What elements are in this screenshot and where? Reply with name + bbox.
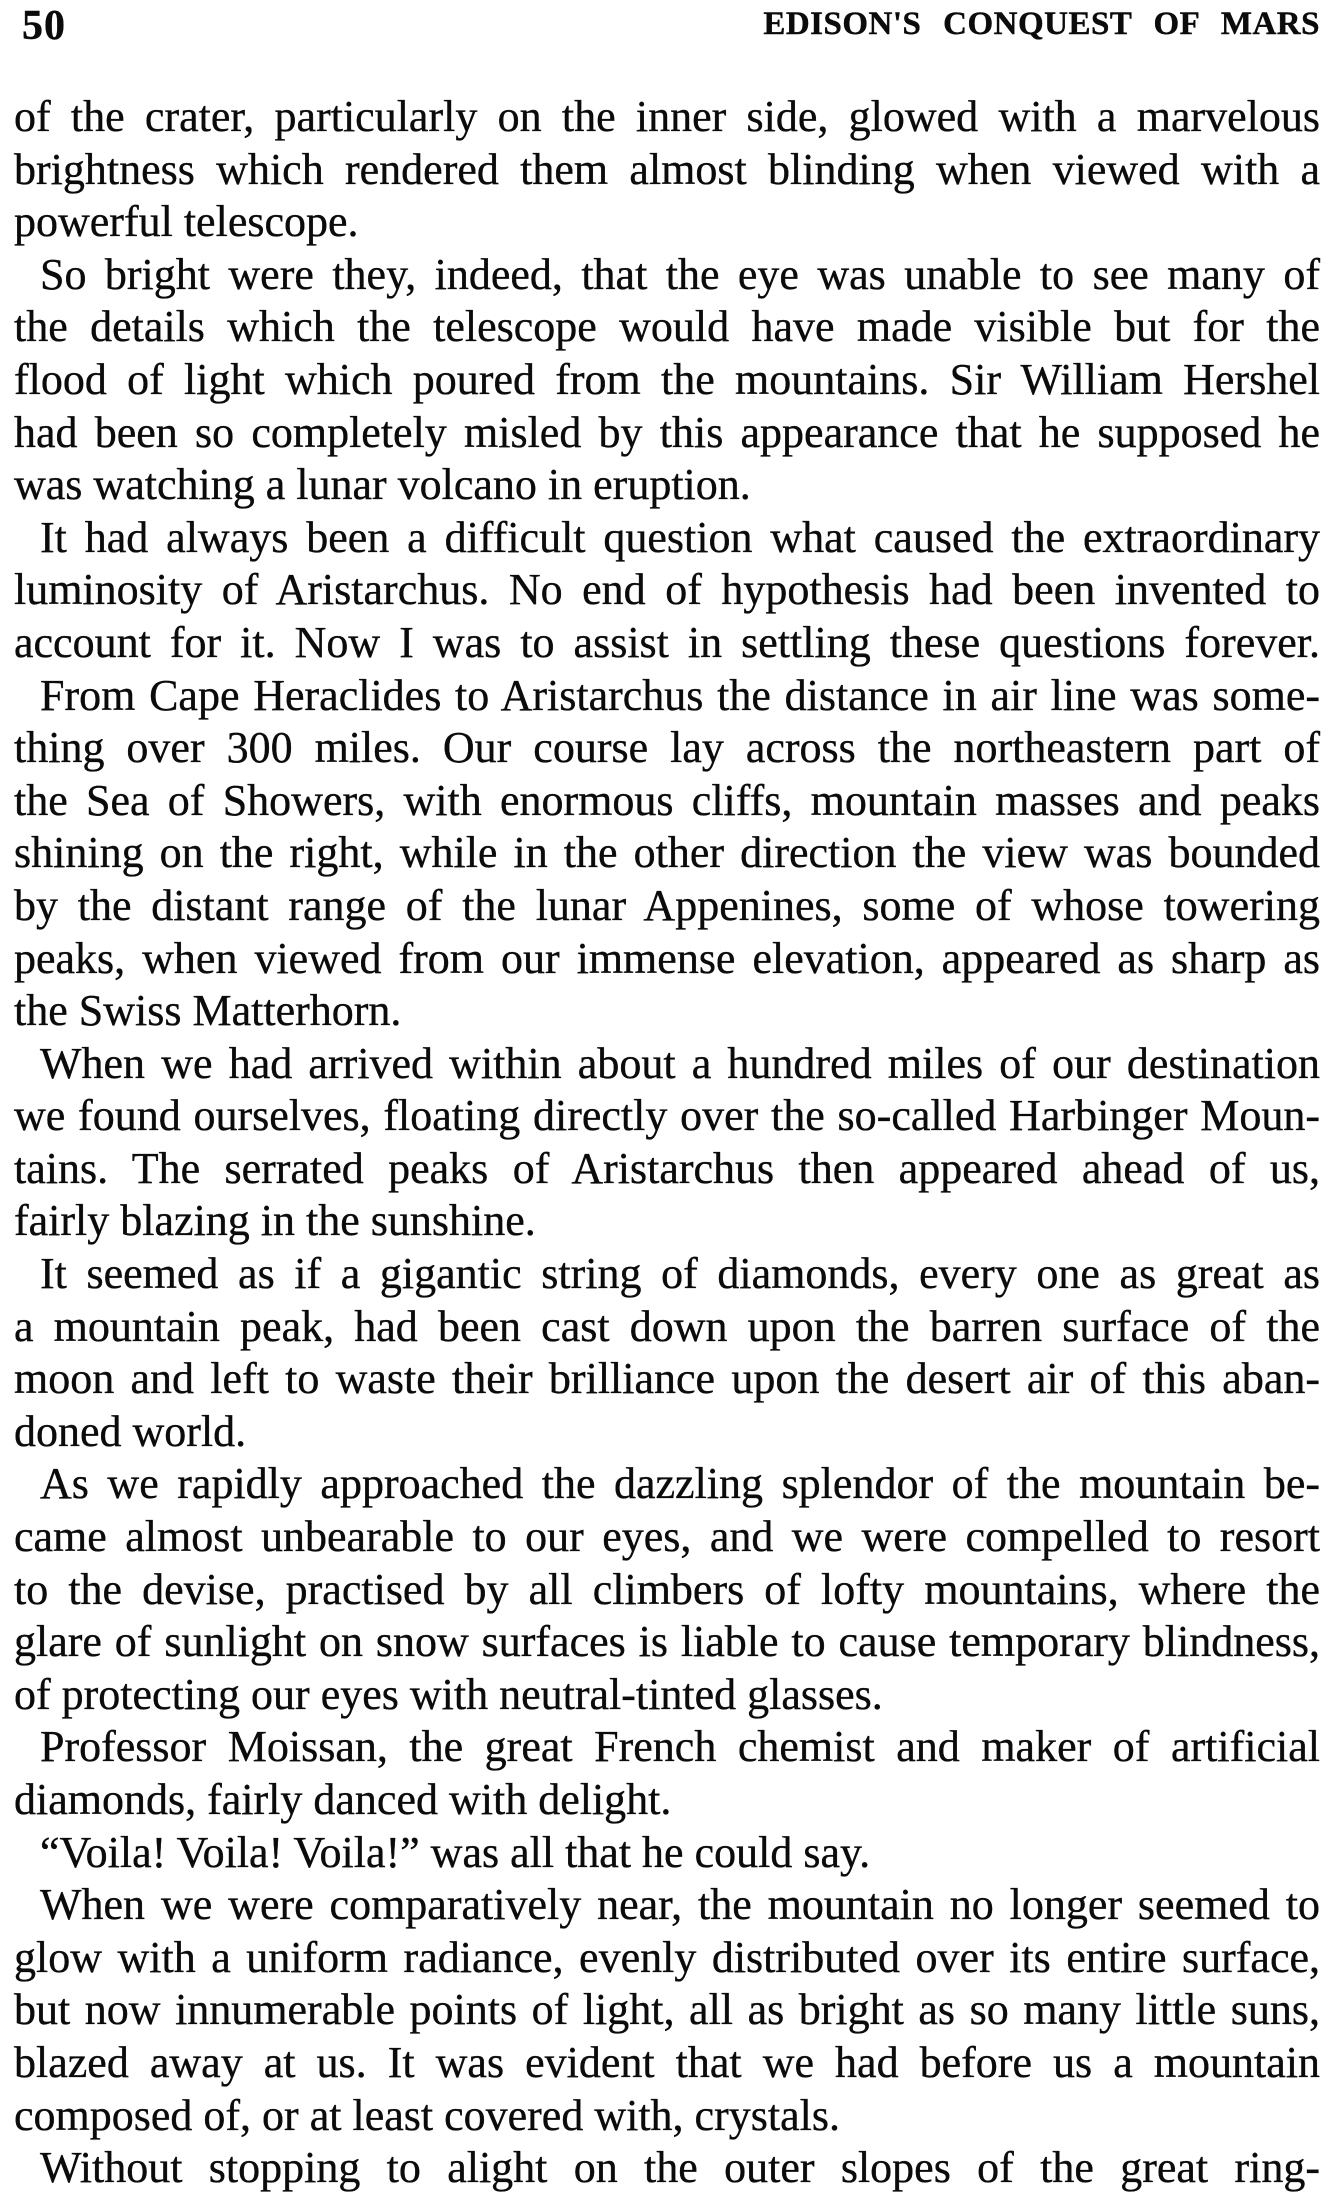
paragraph xyxy=(14,249,1320,512)
paragraph xyxy=(14,91,1320,249)
text-line: When we had arrived within about a hundred miles of our destination xyxy=(40,1038,1320,1088)
paragraph xyxy=(14,1879,1320,2142)
text-line: moon and left to waste their brilliance upon the desert air of this aban- xyxy=(14,1354,1320,1404)
text-line: So bright were they, indeed, that the eye was unable to see many of xyxy=(40,249,1320,299)
paragraph xyxy=(14,1248,1320,1458)
text-line: When we were comparatively near, the mountain no longer seemed to xyxy=(40,1880,1320,1930)
text-line: tains. The serrated peaks of Aristarchus then appeared ahead of us, xyxy=(14,1143,1320,1193)
text-line: but now innumerable points of light, all as bright as so many little suns, xyxy=(14,1985,1320,2035)
text-line: by the distant range of the lunar Appenines, some of whose towering xyxy=(14,880,1320,930)
paragraph xyxy=(14,1038,1320,1248)
text-line: “Voila! Voila! Voila!” was all that he could say. xyxy=(40,1827,871,1877)
text-line: thing over 300 miles. Our course lay across the northeastern part of xyxy=(14,723,1320,773)
text-line: the Sea of Showers, with enormous cliffs, mountain masses and peaks xyxy=(14,775,1320,825)
text-line: From Cape Heraclides to Aristarchus the distance in air line was some- xyxy=(40,670,1320,720)
text-line: As we rapidly approached the dazzling splendor of the mountain be- xyxy=(40,1459,1320,1509)
text-line: to the devise, practised by all climbers of lofty mountains, where the xyxy=(14,1564,1320,1614)
text-line: powerful telescope. xyxy=(14,197,359,247)
text-line: the details which the telescope would have made visible but for the xyxy=(14,302,1320,352)
text-line: It had always been a difficult question what caused the extraordinary xyxy=(40,512,1320,562)
text-line: brightness which rendered them almost blinding when viewed with a xyxy=(14,144,1320,194)
text-line: doned world. xyxy=(14,1406,247,1456)
text-line: fairly blazing in the sunshine. xyxy=(14,1196,536,1246)
running-title: EDISON'S CONQUEST OF MARS xyxy=(763,6,1320,42)
paragraph xyxy=(14,1458,1320,1721)
text-line: had been so completely misled by this appearance that he supposed he xyxy=(14,407,1320,457)
text-line: shining on the right, while in the other direction the view was bounded xyxy=(14,828,1320,878)
text-line: came almost unbearable to our eyes, and we were compelled to resort xyxy=(14,1512,1320,1562)
text-line: Professor Moissan, the great French chemist and maker of artificial xyxy=(40,1722,1320,1772)
page-header xyxy=(14,0,1320,91)
paragraph xyxy=(14,512,1320,670)
text-line: glare of sunlight on snow surfaces is liable to cause temporary blindness, xyxy=(14,1617,1320,1667)
text-line: It seemed as if a gigantic string of diamonds, every one as great as xyxy=(40,1249,1320,1299)
text-line: account for it. Now I was to assist in settling these questions forever. xyxy=(14,617,1320,667)
text-line: flood of light which poured from the mountains. Sir William Hershel xyxy=(14,354,1320,404)
text-line: diamonds, fairly danced with delight. xyxy=(14,1775,672,1824)
text-line: blazed away at us. It was evident that we had before us a mountain xyxy=(14,2037,1320,2087)
text-line: was watching a lunar volcano in eruption. xyxy=(14,460,751,510)
text-line: of protecting our eyes with neutral-tinted glasses. xyxy=(14,1669,883,1719)
text-line: the Swiss Matterhorn. xyxy=(14,986,402,1036)
text-line: of the crater, particularly on the inner side, glowed with a marvelous xyxy=(14,92,1320,141)
text-line: composed of, or at least covered with, crystals. xyxy=(14,2090,840,2140)
text-line: luminosity of Aristarchus. No end of hypothesis had been invented to xyxy=(14,565,1320,615)
paragraph xyxy=(14,670,1320,1038)
page-number: 50 xyxy=(22,3,66,49)
body-text xyxy=(14,91,1320,2195)
text-line: Without stopping to alight on the outer slopes of the great ring- xyxy=(40,2143,1320,2193)
text-line: glow with a uniform radiance, evenly distributed over its entire surface, xyxy=(14,1932,1320,1982)
text-line: we found ourselves, floating directly over the so-called Harbinger Moun- xyxy=(14,1091,1320,1141)
paragraph xyxy=(14,1721,1320,1826)
paragraph xyxy=(14,1827,1320,1880)
paragraph xyxy=(14,2142,1320,2195)
text-line: peaks, when viewed from our immense elevation, appeared as sharp as xyxy=(14,933,1320,983)
text-line: a mountain peak, had been cast down upon the barren surface of the xyxy=(14,1301,1320,1351)
